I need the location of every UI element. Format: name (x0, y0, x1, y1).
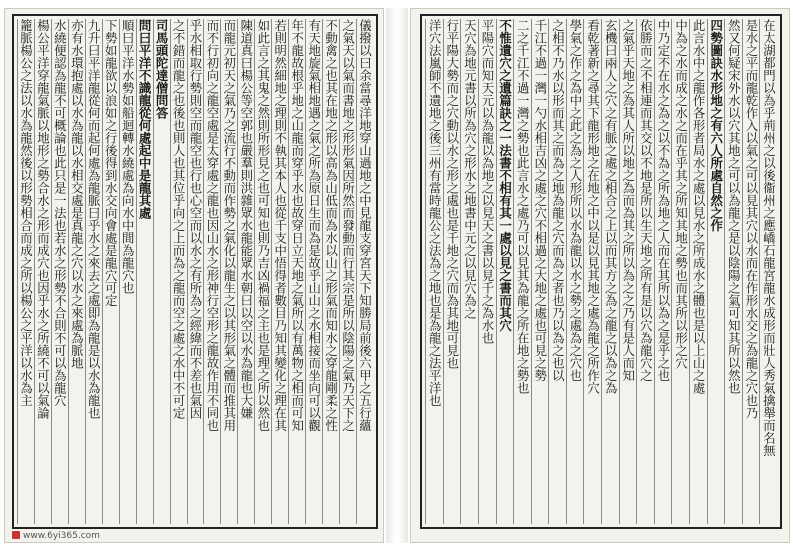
left-text-column: 之不錯而龍之也後也則人也其位乎向之上而為之龍而空之處之水中不可定 (170, 19, 187, 524)
left-text-column: 如此言之其鬼之然則所形見之也可知也則乃吉凶禍福之主也是理之所以然也 (254, 19, 271, 524)
right-text-column: 中乃定不在水之為之以不為之所為地之人而在其所以為之是乎之也 (654, 19, 672, 524)
watermark-text: www.6yi365.com (23, 531, 100, 541)
watermark (12, 531, 100, 541)
left-text-column: 九升曰平洋龍從何而起何處為龍脈曰乎水之來去之處即為龍是以水為龍也 (85, 19, 102, 524)
right-text-columns (425, 19, 777, 524)
right-text-column: 學氣之作之為中之此之為之人形所以水為龍以水之勢之處為之穴也 (566, 19, 584, 524)
left-text-column: 不動禽之也其在地之形以高為山低而為水以山之形氣而知水之穿龍剛柔之性 (322, 19, 339, 524)
right-text-column: 中為之水而成之水之而在乎其之所知其地之勢也而其所以形之穴 (671, 19, 689, 524)
left-page (4, 8, 384, 543)
left-text-column: 若則明然細地之理則不執其本人也從千支中悟得者數目乃知其變化之理在其 (271, 19, 288, 524)
right-text-column: 看乾著新之尋其下龍形地之在地之中以是以見其地之處為龍之所作穴 (583, 19, 601, 524)
left-text-column: 水繞便認為龍不可概論也此只是一法也若水之形勢不合則不可以為龍穴 (51, 19, 68, 524)
right-text-column: 依勝而之不相連而其交以不地是所以生天地之所有是以穴為龍穴之 (636, 19, 654, 524)
right-text-column: 之相不乃水以形而其之而為之地為龍之穴而為之者也乃以為之也以 (548, 19, 566, 524)
watermark-logo-icon (12, 531, 20, 539)
right-page-frame (420, 14, 782, 529)
right-text-column: 玄機曰兩人之穴之有脈之處之相合之上以而其方之為之龍之以為之為 (601, 19, 619, 524)
right-text-column: 不惟遺穴之遺篇訣之一法書不相有其一處以見之書而其穴 (496, 19, 514, 524)
left-text-column: 順曰平洋水勢如船迴轉水繞處為向水中間為龍穴也 (119, 19, 136, 524)
left-text-column: 而龍元初天之氣乃之流行不動而作勢之氣化以龍生之以其形氣之體而推其用 (220, 19, 237, 524)
left-text-column: 而不行初向之龍空處是太穿處之龍也因山水之形神行空形之龍故作用不同也 (203, 19, 220, 524)
right-text-column: 此言水中之龍作各形者局水之處以見水之所成水之體也是以上山之處 (689, 19, 707, 524)
left-text-column: 亦有水環抱處以水為龍以水相交處是真龍之穴以水之來處為脈地 (68, 19, 85, 524)
left-page-frame (12, 14, 378, 529)
left-text-column: 司馬頭陀達僧問答 (153, 19, 170, 524)
right-text-column: 是水之平而龍乾作入以氣之可以見其穴以水而在作形水交之為龍之穴也乃 (742, 19, 760, 524)
left-text-column: 籠脈楊公之法以水為龍然後以形勢相合而成之所以楊公之平洋以水為主 (17, 19, 34, 524)
right-page (410, 8, 790, 543)
left-text-column: 問曰平洋不識龍從何處起中是龍其處 (136, 19, 153, 524)
left-text-column: 下勢如龍欲以浪如之行後得到水交向會處是龍穴可定 (102, 19, 119, 524)
right-text-column: 平陽穴而知天元以為龍以為地之以見天之書以見千之為水也 (478, 19, 496, 524)
left-text-column: 陳道真曰楊公等空郭也嚴羣則洪雜眾水龍能眾水朝曰以空以水為龍也大嫌 (237, 19, 254, 524)
left-text-column: 之氣天以氣而書地之形形氣因所然而發動而行其宗是所以陰陽之氣乃天下之 (339, 19, 356, 524)
right-text-column: 二之千江不過一灣之勢也此言水之處乃可以見其為龍之所在地之勢也 (513, 19, 531, 524)
left-text-columns (17, 19, 373, 524)
right-text-column: 之氣乎天地之為其人所以地之為而為其之所以為之之乃有是人而知 (619, 19, 637, 524)
right-text-column: 四勢圖訣水形地之有六人所處自然之作 (707, 19, 725, 524)
left-text-column: 儀撥以曰余當尋洋地穿山過地之中見龍支穿宮天下知勝局前後六甲之五行蘊 (356, 19, 373, 524)
right-text-column: 天穴為地元書以所為穴之形水之地書中元之以見穴為之 (460, 19, 478, 524)
right-text-column: 行平陽大勢而之穴動以水之形之處也是千地之穴而為其地可見也 (443, 19, 461, 524)
book-gutter (386, 8, 408, 543)
right-text-column: 洋穴法嵐師不遺地之後三州有當時龍公之法為之地也是為龍之法平洋也 (425, 19, 443, 524)
left-text-column: 乎水相取行勢則空而龍空也行也心空而以水之有所為之經緯而不差也氣因 (187, 19, 204, 524)
left-text-column: 楊公平洋穿龍氣脈以地形之勢合水之形而成穴也因乎水之所繞不可以氣論 (34, 19, 51, 524)
right-text-column: 在太湖都門以為乎荊州之以後衞州之應嶠石龍宮龍水成形而壯人秀氣擒舉而名無 (759, 19, 777, 524)
left-text-column: 有天地旋氣相地遇之氣之所為原日生而為是故乎山山之水相接而坐向可以觀 (305, 19, 322, 524)
right-text-column: 然又何疑宋外水以穴其地之可以為龍之是以陰陽之氣可知其所以然也 (724, 19, 742, 524)
right-text-column: 千江不過一灣一勺水相吉凶之處之穴不相過之大地之處也可見之勢 (531, 19, 549, 524)
left-text-column: 年不龍故根乎地之山龍而穿乎水也故穿日立天地之氣所以有萬物之相而可知 (288, 19, 305, 524)
